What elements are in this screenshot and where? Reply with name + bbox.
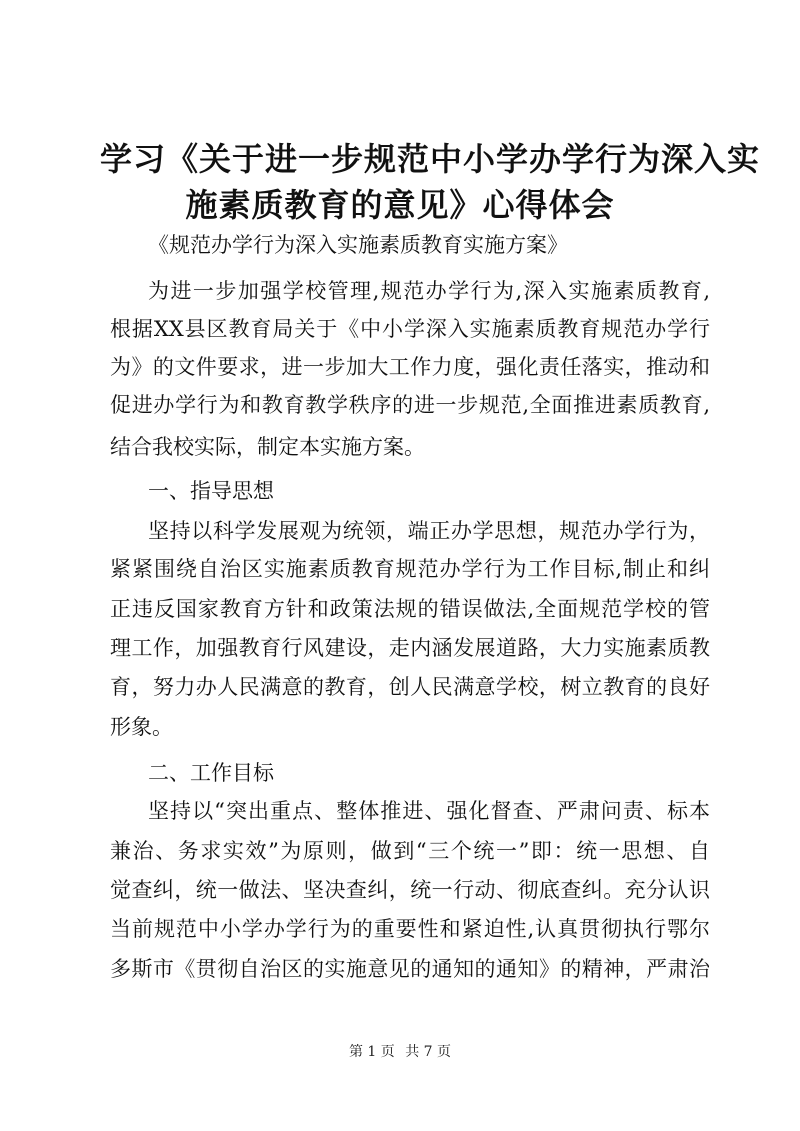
paragraph-line: 多斯市《贯彻自治区的实施意见的通知的通知》的精神，严肃治 (110, 957, 710, 981)
paragraph-line: 坚持以“突出重点、整体推进、强化督查、严肃问责、标本 (148, 799, 710, 823)
paragraph-line: 根据XX县区教育局关于《中小学深入实施素质教育规范办学行 (110, 317, 710, 341)
section-heading: 一、指导思想 (148, 479, 274, 503)
section-heading: 二、工作目标 (148, 761, 274, 785)
paragraph-line: 坚持以科学发展观为统领，端正办学思想，规范办学行为， (148, 519, 710, 543)
document-title-line-1: 学习《关于进一步规范中小学办学行为深入实 (100, 140, 761, 178)
paragraph-line: 结合我校实际，制定本实施方案。 (110, 435, 425, 459)
paragraph-line: 理工作，加强教育行风建设，走内涵发展道路，大力实施素质教 (110, 636, 710, 660)
paragraph-line: 促进办学行为和教育教学秩序的进一步规范,全面推进素质教育, (110, 393, 710, 417)
paragraph-line: 正违反国家教育方针和政策法规的错误做法,全面规范学校的管 (110, 597, 710, 621)
paragraph-line: 紧紧围绕自治区实施素质教育规范办学行为工作目标,制止和纠 (110, 557, 710, 581)
paragraph-line: 形象。 (110, 715, 173, 739)
document-title-line-2: 施素质教育的意见》心得体会 (185, 186, 615, 224)
page-number: 第 1 页 (348, 1044, 395, 1060)
paragraph-line: 为》的文件要求，进一步加大工作力度，强化责任落实，推动和 (110, 355, 710, 379)
document-subtitle: 《规范办学行为深入实施素质教育实施方案》 (148, 233, 568, 257)
page-total: 共 7 页 (405, 1044, 452, 1060)
paragraph-line: 当前规范中小学办学行为的重要性和紧迫性,认真贯彻执行鄂尔 (110, 917, 710, 941)
paragraph-line: 为进一步加强学校管理,规范办学行为,深入实施素质教育, (148, 279, 710, 303)
paragraph-line: 育，努力办人民满意的教育，创人民满意学校，树立教育的良好 (110, 675, 710, 699)
paragraph-line: 觉查纠，统一做法、坚决查纠，统一行动、彻底查纠。充分认识 (110, 878, 710, 902)
paragraph-line: 兼治、务求实效”为原则，做到“三个统一”即：统一思想、自 (110, 839, 710, 863)
page-footer (0, 1042, 800, 1062)
